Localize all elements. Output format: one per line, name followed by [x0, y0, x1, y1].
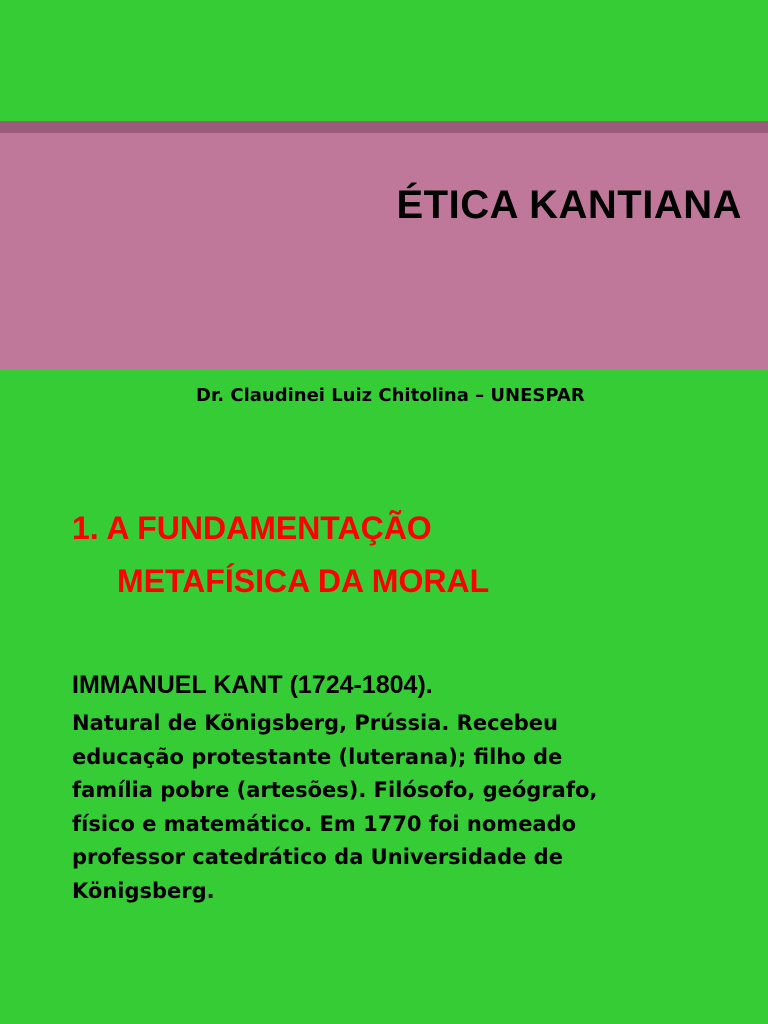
section-title-part-2: METAFÍSICA DA MORAL — [117, 563, 490, 599]
biography-line: físico e matemático. Em 1770 foi nomeado — [72, 811, 577, 836]
section-number: 1. — [72, 510, 99, 546]
biography-line: família pobre (artesões). Filósofo, geógrafo, — [72, 778, 598, 802]
biography-line: professor catedrático da Universidade de — [72, 845, 563, 869]
section-heading-line-1 — [72, 502, 489, 555]
biography-line: Königsberg. — [72, 878, 215, 903]
banner-shadow — [0, 121, 768, 133]
kant-biography — [72, 707, 597, 908]
slide-title: ÉTICA KANTIANA — [396, 183, 742, 227]
author-subtitle: Dr. Claudinei Luiz Chitolina – UNESPAR — [196, 385, 585, 406]
kant-heading: IMMANUEL KANT (1724-1804). — [72, 671, 433, 699]
title-banner — [0, 121, 768, 370]
section-heading — [72, 502, 489, 608]
biography-line: educação protestante (luterana); filho de — [72, 744, 563, 769]
section-title-part-1: A FUNDAMENTAÇÃO — [106, 510, 432, 546]
biography-line: Natural de Königsberg, Prússia. Recebeu — [72, 711, 559, 735]
